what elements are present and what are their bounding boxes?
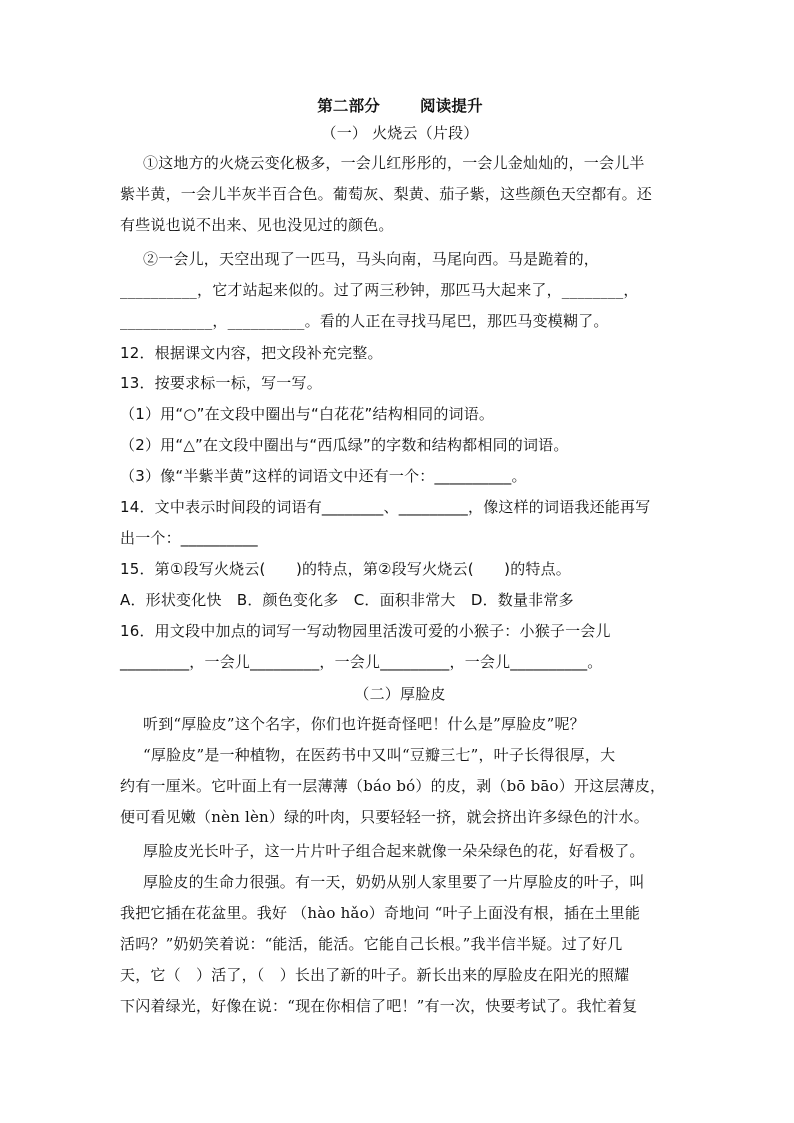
- question-14-line2: 出一个：__________: [120, 529, 258, 547]
- question-12: 12．根据课文内容，把文段补充完整。: [120, 344, 383, 362]
- question-15: 15．第①段写火烧云( )的特点，第②段写火烧云( )的特点。: [120, 560, 571, 578]
- question-13-3: （3）像“半紫半黄”这样的词语文中还有一个：__________。: [120, 467, 527, 485]
- part-heading: [120, 96, 680, 116]
- section2-line4: 便可看见嫩（nèn lèn）绿的叶肉，只要轻轻一挤，就会挤出许多绿色的汁水。: [120, 808, 649, 826]
- question-13-2: （2）用“△”在文段中圈出与“西瓜绿”的字数和结构都相同的词语。: [120, 436, 569, 454]
- question-14-line1: 14．文中表示时间段的词语有________、_________，像这样的词语我还能再写: [120, 498, 651, 516]
- section2-line3: 约有一厘米。它叶面上有一层薄薄（báo bó）的皮，剥（bō bāo）开这层薄皮，: [120, 777, 666, 795]
- section2-line7: 我把它插在花盆里。我好 （hào hǎo）奇地问 “叶子上面没有根，插在土里能: [120, 904, 641, 922]
- section2-line6: 厚脸皮的生命力很强。有一天，奶奶从别人家里要了一片厚脸皮的叶子，叫: [143, 873, 645, 891]
- section2-line10: 下闪着绿光，好像在说：“现在你相信了吧！”有一次，快要考试了。我忙着复: [120, 997, 638, 1015]
- section1-paragraph2-line1: ②一会儿，天空出现了一匹马，马头向南，马尾向西。马是跪着的，: [143, 250, 600, 268]
- section2-line5: 厚脸皮光长叶子，这一片片叶子组合起来就像一朵朵绿色的花，好看极了。: [143, 842, 645, 860]
- section2-line8: 活吗？”奶奶笑着说：“能活，能活。它能自己长根。”我半信半疑。过了好几: [120, 935, 623, 953]
- part-title: 第二部分: [317, 97, 380, 115]
- section1-paragraph2-line2: __________，它才站起来似的。过了两三秒钟，那匹马大起来了，________，: [120, 281, 639, 299]
- section2-line2: “厚脸皮”是一种植物，在医药书中又叫“豆瓣三七”，叶子长得很厚，大: [143, 746, 616, 764]
- part-subtitle: 阅读提升: [420, 97, 483, 115]
- section2-line9: 天，它（ ）活了，（ ）长出了新的叶子。新长出来的厚脸皮在阳光的照耀: [120, 966, 630, 984]
- section2-heading: （二）厚脸皮: [354, 685, 446, 703]
- section1-paragraph1-line3: 有些说也说不出来、见也没见过的颜色。: [120, 216, 394, 234]
- question-16-line2: _________，一会儿_________，一会儿_________，一会儿__________。: [120, 653, 603, 671]
- section1-paragraph2-line3: ____________，__________。看的人正在寻找马尾巴，那匹马变模糊了。: [120, 312, 609, 330]
- section1-paragraph1-line1: ①这地方的火烧云变化极多，一会儿红彤彤的，一会儿金灿灿的，一会儿半: [143, 154, 645, 172]
- question-16-line1: 16．用文段中加点的词写一写动物园里活泼可爱的小猴子：小猴子一会儿: [120, 622, 611, 640]
- section1-paragraph1-line2: 紫半黄，一会儿半灰半百合色。葡萄灰、梨黄、茄子紫，这些颜色天空都有。还: [120, 185, 653, 203]
- question-13: 13．按要求标一标，写一写。: [120, 374, 322, 392]
- question-13-1: （1）用“○”在文段中圈出与“白花花”结构相同的词语。: [120, 405, 495, 423]
- section2-line1: 听到“厚脸皮”这个名字，你们也许挺奇怪吧！什么是”厚脸皮”呢？: [143, 715, 585, 733]
- question-15-options: A．形状变化快 B．颜色变化多 C．面积非常大 D．数量非常多: [120, 591, 574, 609]
- section1-heading: （一） 火烧云（片段）: [321, 124, 479, 142]
